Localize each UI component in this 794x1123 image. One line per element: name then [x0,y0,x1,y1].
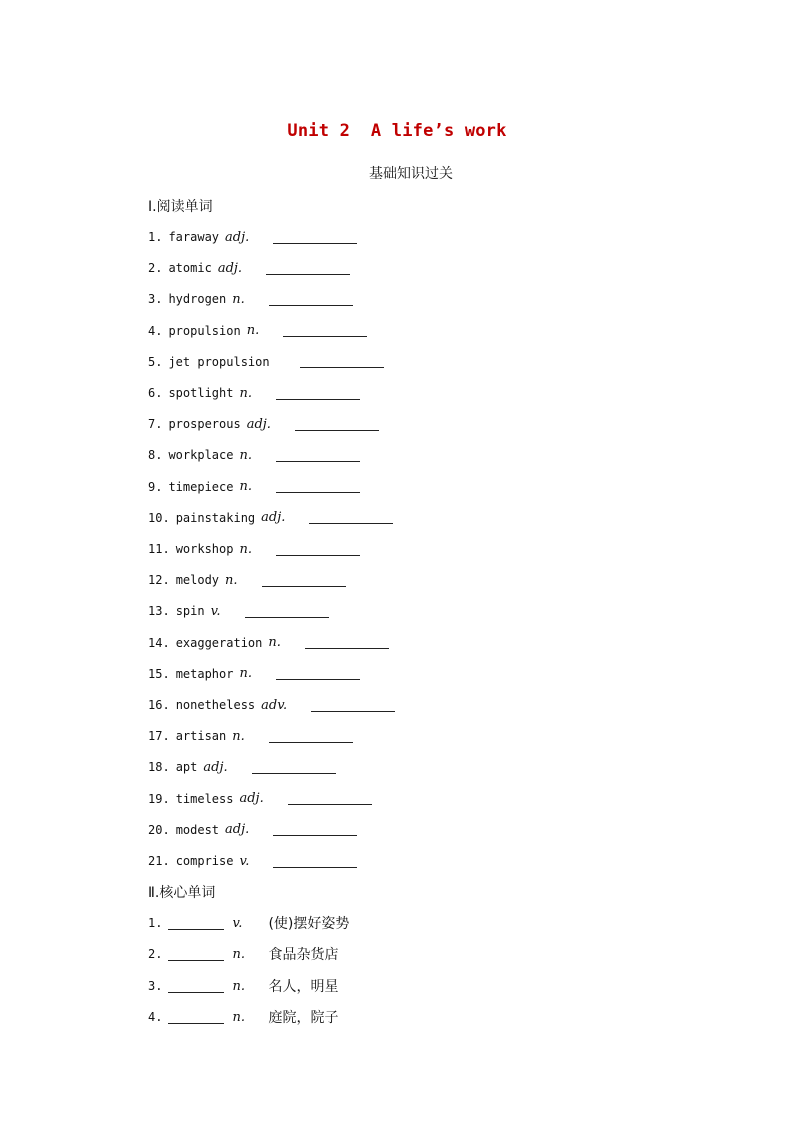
reading-word-row [148,383,360,403]
reading-word-row [148,445,360,465]
answer-blank[interactable] [276,387,360,400]
word-text: workplace [168,448,234,463]
answer-blank[interactable] [269,293,353,306]
reading-word-row [148,695,395,715]
reading-word-row [148,258,350,278]
word-text: comprise [175,854,234,868]
core-word-row [148,976,338,996]
answer-blank[interactable] [168,980,224,993]
word-number: 10. [148,510,170,525]
word-number: 19. [148,791,170,806]
word-number: 2. [148,261,163,276]
word-number: 1. [148,230,163,244]
answer-blank[interactable] [295,418,379,431]
word-text: apt [175,760,198,775]
word-text: workshop [175,542,234,556]
word-number: 1. [148,916,163,930]
word-meaning: 庭院，院子 [268,1010,339,1026]
reading-word-row [148,477,360,497]
word-meaning: (使)摆好姿势 [268,916,350,932]
part-of-speech: n. [232,728,245,744]
word-meaning: 食品杂货店 [268,947,339,963]
reading-word-row [148,789,372,809]
word-number: 15. [148,666,170,681]
answer-blank[interactable] [276,480,360,493]
reading-word-row [148,227,357,247]
answer-blank[interactable] [168,917,224,930]
answer-blank[interactable] [309,511,393,524]
section-core-words-title: Ⅱ.核心单词 [148,885,216,901]
part-of-speech: adj. [261,510,286,526]
word-text: nonetheless [175,698,256,712]
reading-word-row [148,757,336,777]
word-text: jet propulsion [168,354,270,369]
word-number: 13. [148,604,170,619]
reading-word-row [148,820,357,840]
part-of-speech: adj. [225,229,250,245]
answer-blank[interactable] [276,543,360,556]
part-of-speech: v. [239,853,250,869]
reading-word-row [148,289,353,309]
word-number: 6. [148,386,163,400]
word-number: 3. [148,979,163,993]
answer-blank[interactable] [276,449,360,462]
reading-word-row [148,414,379,434]
answer-blank[interactable] [273,823,357,836]
word-number: 3. [148,292,163,307]
reading-word-row [148,352,384,372]
answer-blank[interactable] [305,636,389,649]
part-of-speech: n. [239,666,252,682]
word-number: 4. [148,1010,163,1024]
answer-blank[interactable] [168,948,224,961]
word-text: prosperous [168,417,241,432]
answer-blank[interactable] [245,605,329,618]
part-of-speech: n. [232,946,245,962]
word-text: propulsion [168,323,241,338]
part-of-speech: adj. [225,822,250,838]
part-of-speech: n. [232,978,245,994]
part-of-speech: n. [268,635,281,651]
page-subtitle: 基础知识过关 [369,166,453,182]
part-of-speech: n. [239,447,252,463]
word-text: timepiece [168,479,234,494]
reading-word-row [148,570,346,590]
word-number: 14. [148,635,170,650]
word-number: 18. [148,760,170,775]
part-of-speech: v. [232,915,243,931]
word-meaning: 名人，明星 [268,979,339,995]
answer-blank[interactable] [266,262,350,275]
word-number: 21. [148,854,170,868]
answer-blank[interactable] [311,699,395,712]
word-number: 8. [148,448,163,463]
answer-blank[interactable] [273,855,357,868]
core-word-row [148,1007,338,1027]
word-text: timeless [175,791,234,806]
part-of-speech: n. [239,479,252,495]
answer-blank[interactable] [269,730,353,743]
answer-blank[interactable] [300,355,384,368]
word-text: exaggeration [175,635,263,650]
word-text: spotlight [168,386,234,400]
answer-blank[interactable] [262,574,346,587]
part-of-speech: n. [225,572,238,588]
answer-blank[interactable] [252,761,336,774]
answer-blank[interactable] [288,792,372,805]
reading-word-row [148,508,393,528]
word-text: spin [175,604,205,619]
word-number: 12. [148,573,170,588]
part-of-speech: adj. [217,260,243,276]
part-of-speech: n. [239,385,252,401]
word-number: 9. [148,479,163,494]
answer-blank[interactable] [276,667,360,680]
word-text: modest [175,822,220,837]
word-number: 7. [148,417,163,432]
part-of-speech: adj. [239,791,264,807]
word-number: 5. [148,354,163,369]
part-of-speech: n. [239,541,252,557]
word-number: 16. [148,698,170,712]
part-of-speech: n. [232,1009,245,1025]
reading-word-row [148,664,360,684]
reading-word-row [148,321,367,341]
reading-word-row [148,539,360,559]
word-number: 20. [148,822,170,837]
word-number: 2. [148,947,163,961]
word-text: metaphor [175,666,234,681]
part-of-speech: n. [246,323,260,339]
word-text: faraway [168,230,220,244]
word-number: 4. [148,323,163,338]
reading-word-row [148,633,389,653]
reading-word-row [148,601,329,621]
word-text: melody [175,573,220,588]
word-text: atomic [168,261,212,276]
part-of-speech: v. [210,603,221,619]
word-text: painstaking [175,510,256,525]
answer-blank[interactable] [283,324,367,337]
word-number: 17. [148,729,170,744]
reading-word-row [148,726,353,746]
part-of-speech: adj. [246,416,271,432]
answer-blank[interactable] [168,1011,224,1024]
part-of-speech: adj. [203,759,228,775]
part-of-speech: n. [232,291,245,307]
core-word-row [148,944,338,964]
core-word-row [148,913,349,933]
word-text: artisan [175,729,227,744]
word-text: hydrogen [168,292,227,307]
word-number: 11. [148,542,170,556]
reading-word-row [148,851,357,871]
page-title: Unit 2 A life’s work [287,121,507,141]
part-of-speech: adv. [261,697,288,713]
answer-blank[interactable] [273,231,357,244]
section-reading-words-title: Ⅰ.阅读单词 [148,199,213,215]
